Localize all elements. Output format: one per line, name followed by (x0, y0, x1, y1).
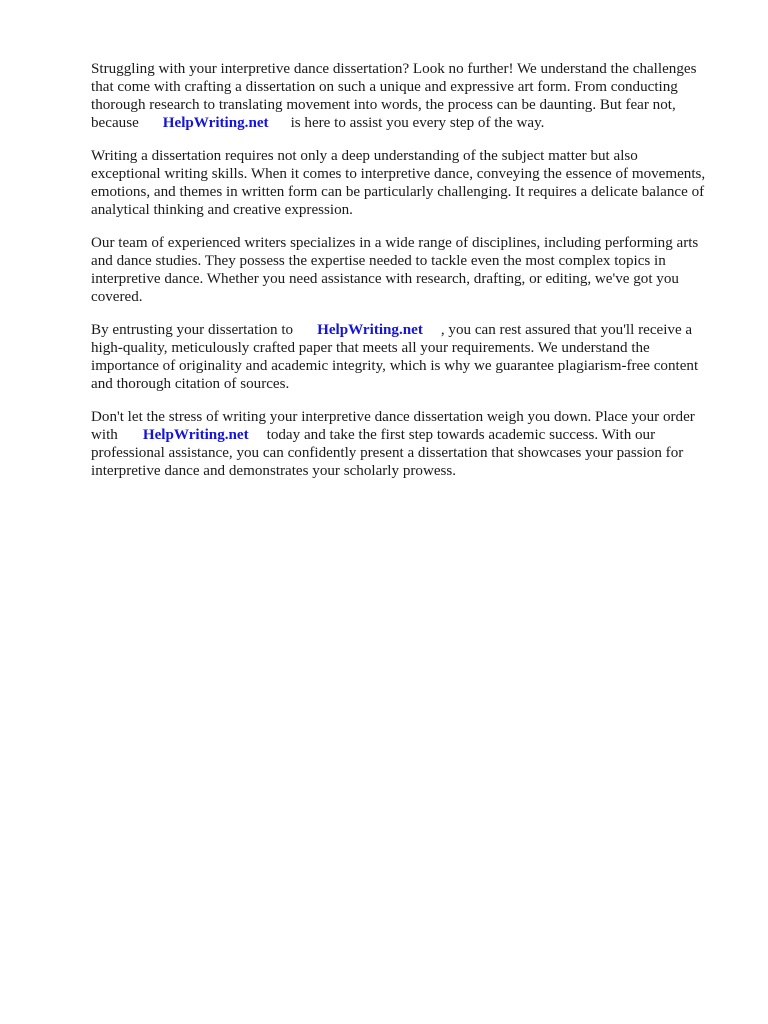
text-segment: is here to assist you every step of the way. (290, 115, 545, 131)
document-body (91, 60, 731, 495)
text-line: covered. (91, 289, 143, 305)
text-line-with-link (91, 321, 731, 339)
text-line: interpretive dance. Whether you need assistance with research, drafting, or editing, we've got you (91, 271, 679, 287)
text-line: interpretive dance and demonstrates your scholarly prowess. (91, 463, 457, 479)
paragraph-writing-skills (91, 147, 731, 219)
text-line: that come with crafting a dissertation on such a unique and expressive art form. From conducting (91, 79, 678, 95)
text-segment: By entrusting your dissertation to (91, 322, 294, 338)
text-segment: because (91, 115, 139, 131)
text-segment: today and take the first step towards academic success. With our (266, 427, 656, 443)
text-line: and dance studies. They possess the expertise needed to tackle even the most complex topics in (91, 253, 666, 269)
text-line: emotions, and themes in written form can be particularly challenging. It requires a delicate balance of (91, 184, 705, 200)
paragraph-call-to-action (91, 408, 731, 480)
paragraph-team (91, 234, 731, 306)
text-line: Writing a dissertation requires not only a deep understanding of the subject matter but also (91, 148, 638, 164)
text-line: high-quality, meticulously crafted paper that meets all your requirements. We understand the (91, 340, 650, 356)
text-line: and thorough citation of sources. (91, 376, 290, 392)
text-line-with-link (91, 426, 731, 444)
text-line-with-link (91, 114, 731, 132)
text-line: Don't let the stress of writing your interpretive dance dissertation weigh you down. Place your order (91, 409, 695, 425)
text-line: importance of originality and academic integrity, which is why we guarantee plagiarism-free content (91, 358, 699, 374)
text-line: thorough research to translating movement into words, the process can be daunting. But fear not, (91, 97, 676, 113)
text-line: Our team of experienced writers specializes in a wide range of disciplines, including performing arts (91, 235, 699, 251)
helpwriting-link[interactable]: HelpWriting.net (317, 322, 423, 338)
paragraph-intro (91, 60, 731, 132)
text-segment: with (91, 427, 118, 443)
helpwriting-link[interactable]: HelpWriting.net (142, 427, 249, 443)
helpwriting-link[interactable]: HelpWriting.net (162, 115, 269, 131)
paragraph-quality (91, 321, 731, 393)
text-line: professional assistance, you can confidently present a dissertation that showcases your passion for (91, 445, 684, 461)
text-line: Struggling with your interpretive dance dissertation? Look no further! We understand the challenges (91, 61, 697, 77)
text-line: analytical thinking and creative expression. (91, 202, 353, 218)
text-line: exceptional writing skills. When it comes to interpretive dance, conveying the essence of movements, (91, 166, 706, 182)
text-segment: , you can rest assured that you'll receive a (440, 322, 693, 338)
